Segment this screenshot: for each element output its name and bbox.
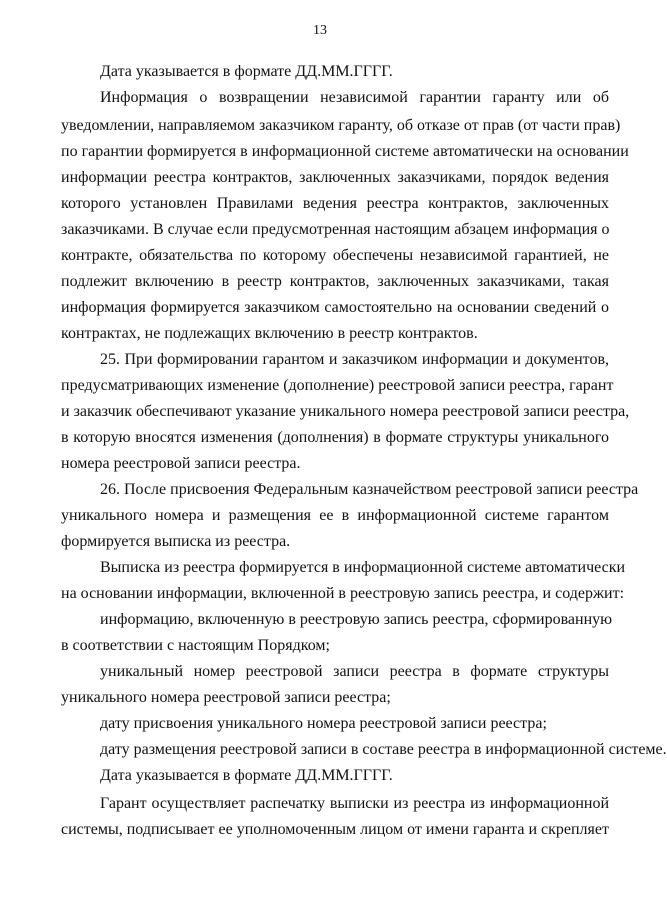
text-line: уведомлении, направляемом заказчиком гаранту, об отказе от прав (от части прав) <box>61 117 621 134</box>
text-line: Дата указывается в формате ДД.ММ.ГГГГ. <box>100 767 393 784</box>
text-line: системы, подписывает ее уполномоченным лицом от имени гаранта и скрепляет <box>61 821 609 838</box>
text-line: контрактах, не подлежащих включению в реестр контрактов. <box>61 325 478 342</box>
text-line: 25. При формировании гарантом и заказчиком информации и документов, <box>100 351 609 368</box>
text-line: заказчиками. В случае если предусмотренная настоящим абзацем информация о <box>61 221 610 238</box>
text-line: дату размещения реестровой записи в составе реестра в информационной системе. <box>100 741 667 758</box>
text-line: по гарантии формируется в информационной системе автоматически на основании <box>61 143 629 160</box>
text-line: уникального номера и размещения ее в информационной системе гарантом <box>61 507 609 524</box>
text-line: на основании информации, включенной в реестровую запись реестра, и содержит: <box>61 585 625 602</box>
text-line: Выписка из реестра формируется в информационной системе автоматически <box>100 559 626 576</box>
text-line: информацию, включенную в реестровую запись реестра, сформированную <box>100 611 613 628</box>
text-line: предусматривающих изменение (дополнение) реестровой записи реестра, гарант <box>61 377 614 394</box>
text-line: 26. После присвоения Федеральным казначейством реестровой записи реестра <box>100 481 639 498</box>
text-line: информации реестра контрактов, заключенных заказчиками, порядок ведения <box>61 169 609 186</box>
text-line: подлежит включению в реестр контрактов, заключенных заказчиками, такая <box>61 273 609 290</box>
text-line: в которую вносятся изменения (дополнения) в формате структуры уникального <box>61 429 609 446</box>
text-line: в соответствии с настоящим Порядком; <box>61 637 330 654</box>
text-line: номера реестровой записи реестра. <box>61 455 301 472</box>
text-line: контракте, обязательства по которому обеспечены независимой гарантией, не <box>61 247 609 264</box>
text-line: дату присвоения уникального номера реестровой записи реестра; <box>100 715 547 732</box>
text-line: Дата указывается в формате ДД.ММ.ГГГГ. <box>100 63 393 80</box>
page-number: 13 <box>313 23 327 38</box>
text-line: Гарант осуществляет распечатку выписки из реестра из информационной <box>100 795 609 812</box>
text-line: Информация о возвращении независимой гарантии гаранту или об <box>100 89 609 106</box>
text-line: уникального номера реестровой записи реестра; <box>61 689 391 706</box>
text-line: которого установлен Правилами ведения реестра контрактов, заключенных <box>61 195 609 212</box>
text-line: формируется выписка из реестра. <box>61 533 291 550</box>
text-line: информация формируется заказчиком самостоятельно на основании сведений о <box>61 299 609 316</box>
text-line: и заказчик обеспечивают указание уникального номера реестровой записи реестра, <box>61 403 630 420</box>
text-line: уникальный номер реестровой записи реестра в формате структуры <box>100 663 609 680</box>
